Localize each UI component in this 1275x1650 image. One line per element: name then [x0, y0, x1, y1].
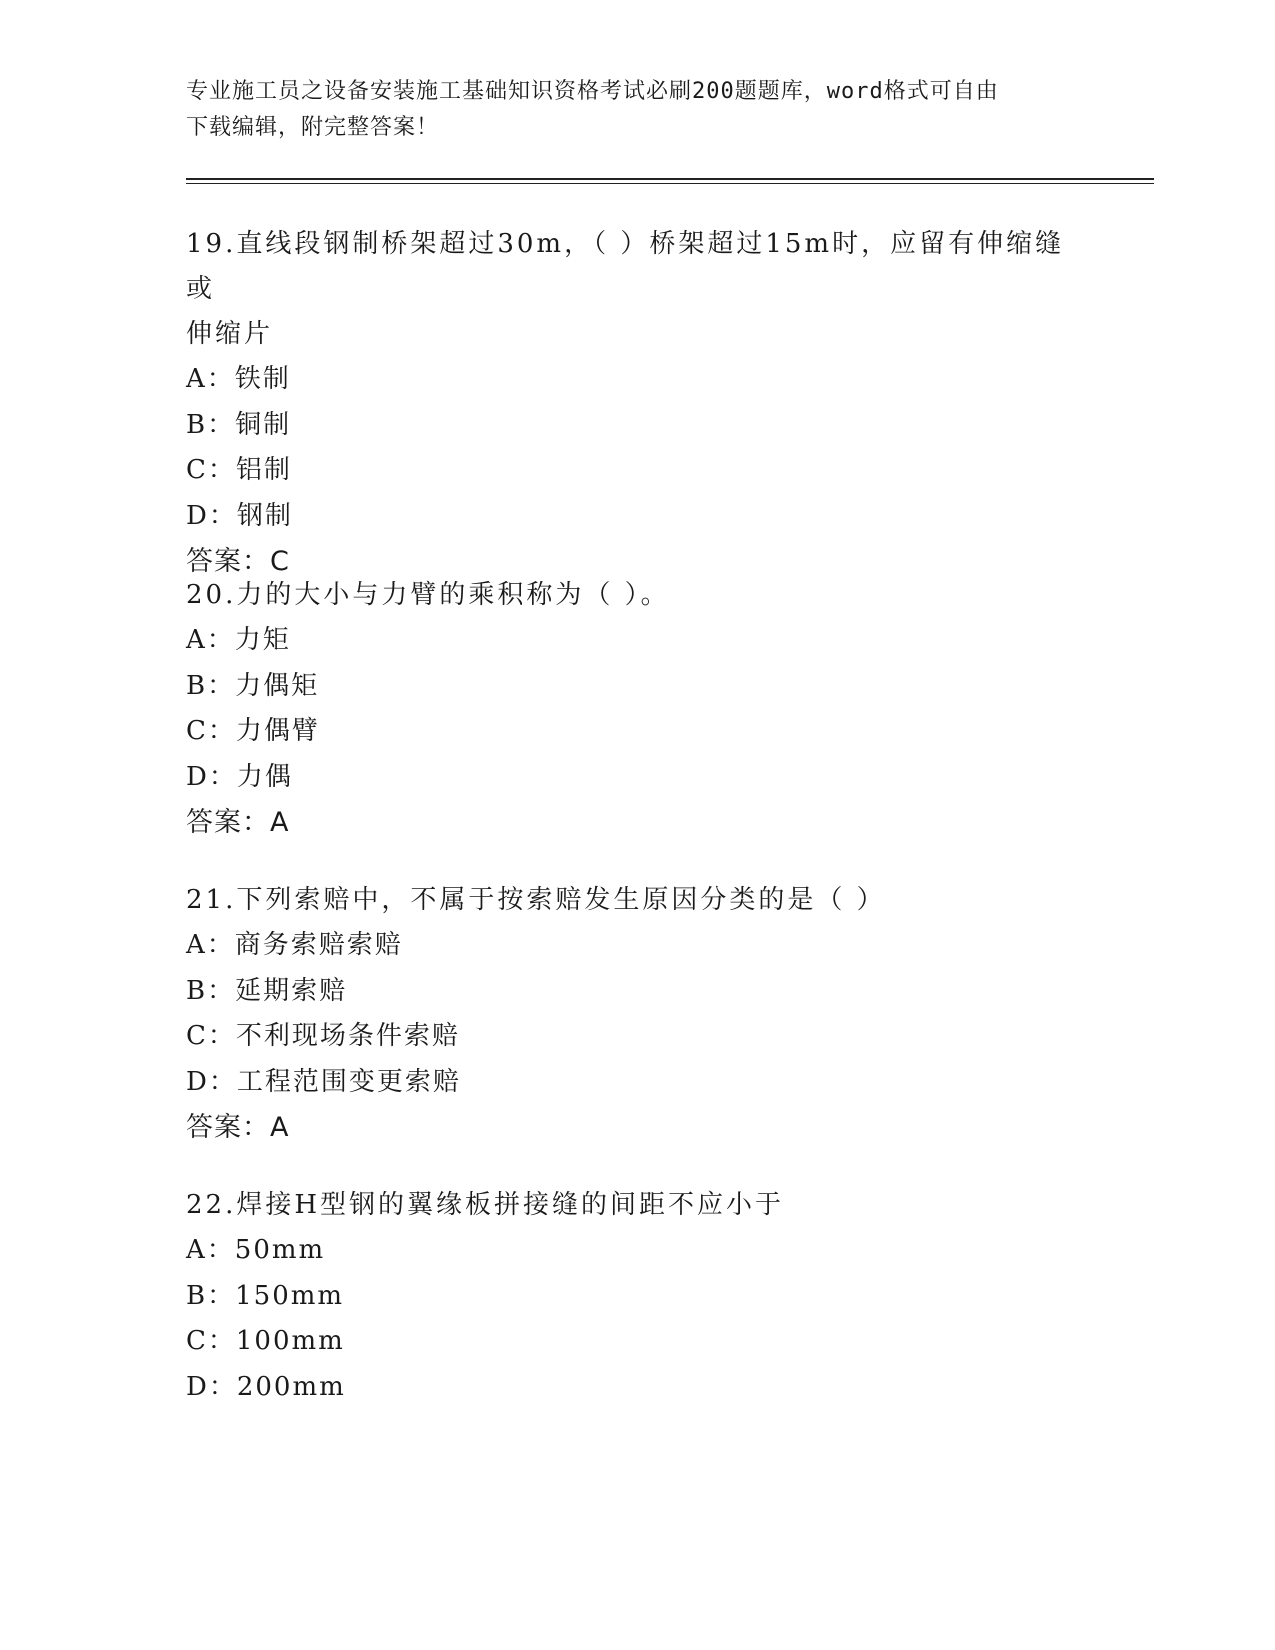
option-d: D：工程范围变更索赔	[186, 1066, 461, 1097]
option-b: B：150mm	[186, 1280, 345, 1311]
header-title-line-2: 下载编辑，附完整答案！	[186, 115, 440, 140]
document-header	[186, 74, 1086, 146]
option-c: C：铝制	[186, 455, 292, 485]
answer-line: 答案：A	[186, 1112, 290, 1143]
option-c: C：力偶臂	[186, 716, 320, 746]
header-divider-thick	[186, 178, 1154, 180]
option-b: B：延期索赔	[186, 975, 348, 1006]
option-a: A：50mm	[186, 1235, 326, 1265]
option-c: C：不利现场条件索赔	[186, 1021, 460, 1051]
option-a: A：力矩	[186, 625, 291, 655]
option-c: C：100mm	[186, 1326, 345, 1356]
question-stem: 19.直线段钢制桥架超过30m，（ ）桥架超过15m时，应留有伸缩缝或	[186, 229, 1065, 304]
question-stem: 21.下列索赔中，不属于按索赔发生原因分类的是（ ）	[186, 885, 886, 915]
option-b: B：力偶矩	[186, 670, 320, 701]
option-d: D：钢制	[186, 500, 293, 531]
header-divider-thin	[186, 183, 1154, 184]
answer-line: 答案：A	[186, 807, 290, 838]
question-19	[186, 222, 1086, 585]
option-a: A：铁制	[186, 364, 291, 394]
option-b: B：铜制	[186, 409, 292, 440]
question-stem: 22.焊接H型钢的翼缘板拼接缝的间距不应小于	[186, 1190, 785, 1220]
question-22	[186, 1183, 1086, 1410]
question-20	[186, 573, 1086, 846]
option-d: D：200mm	[186, 1371, 346, 1402]
question-stem: 20.力的大小与力臂的乘积称为（ ）。	[186, 580, 670, 610]
header-title-line-1: 专业施工员之设备安装施工基础知识资格考试必刷200题题库，word格式可自由	[186, 79, 999, 104]
option-a: A：商务索赔索赔	[186, 930, 403, 960]
question-21	[186, 878, 1086, 1151]
option-d: D：力偶	[186, 761, 293, 792]
question-stem-continued: 伸缩片	[186, 319, 274, 349]
answer-line: 答案：C	[186, 546, 290, 577]
